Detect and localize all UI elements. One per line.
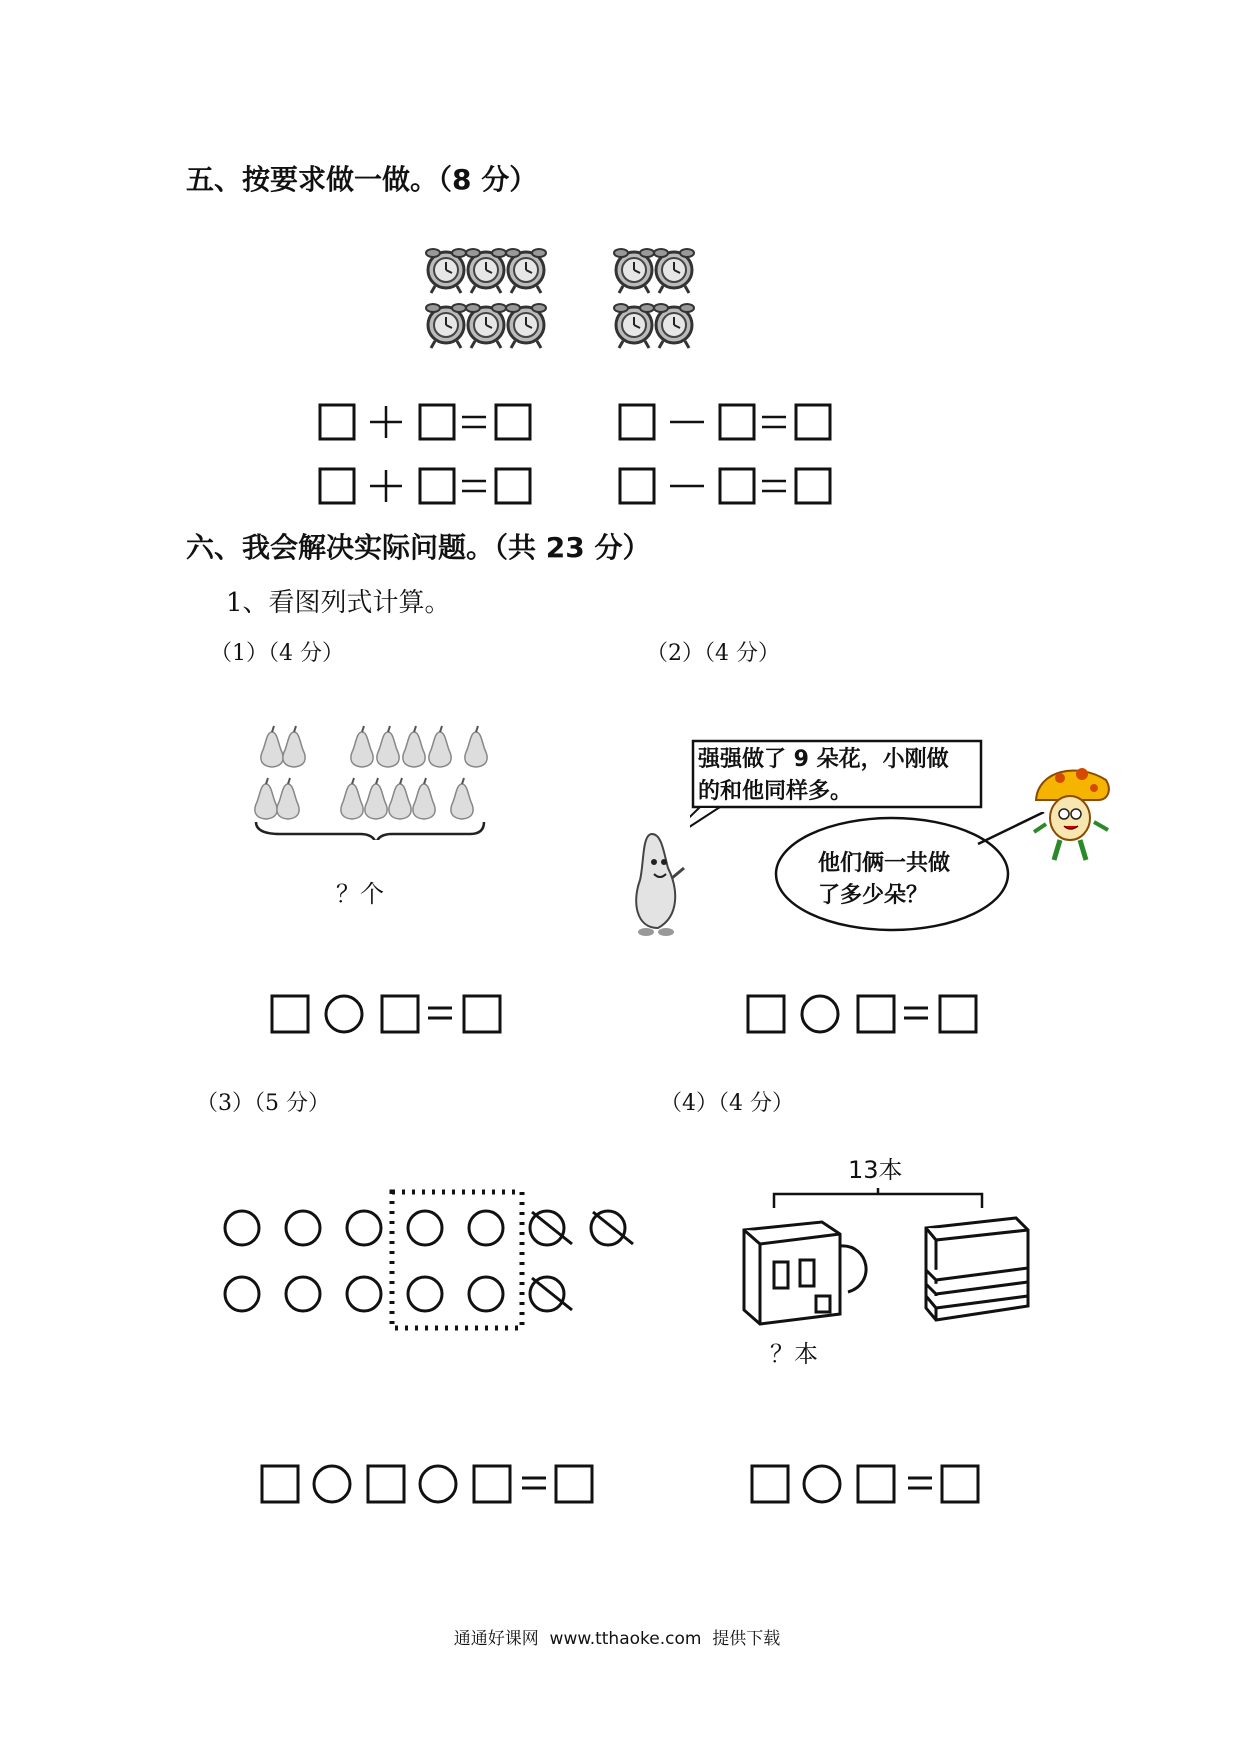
section5-equations <box>310 395 850 515</box>
answer-box <box>320 405 354 439</box>
answer-box <box>620 469 654 503</box>
part4-equation <box>748 1458 988 1514</box>
clock-group-right <box>614 249 694 348</box>
speech-bubble-1-text: 强强做了 9 朵花，小刚做 的和他同样多。 <box>698 747 949 804</box>
pears-question: ？个 <box>336 880 384 908</box>
books-total-label: 13本 <box>848 1156 903 1184</box>
footer-text: 通通好课网 www.tthaoke.com 提供下载 <box>453 1629 781 1649</box>
answer-box <box>320 469 354 503</box>
answer-box <box>420 469 454 503</box>
answer-box <box>420 405 454 439</box>
school-bag-icon <box>744 1222 866 1324</box>
answer-box <box>796 405 830 439</box>
speech-bubble-2-text: 他们俩一共做 了多少朵？ <box>818 851 951 908</box>
question1-instruction: 1、看图列式计算。 <box>226 588 451 618</box>
part2-label: （2）（4 分） <box>646 641 780 666</box>
mushroom-character <box>1028 760 1118 870</box>
part1-equation <box>268 988 508 1044</box>
section6-title: 六、我会解决实际问题。（共 23 分） <box>186 531 651 564</box>
answer-box <box>720 405 754 439</box>
section5-title: 五、按要求做一做。（8 分） <box>186 163 538 196</box>
part3-equation <box>258 1458 608 1514</box>
circles-illustration <box>210 1186 650 1346</box>
alarm-clocks-illustration <box>420 240 720 360</box>
pears-illustration <box>250 720 510 840</box>
answer-box <box>620 405 654 439</box>
answer-box <box>496 469 530 503</box>
part4-label: （4）（4 分） <box>660 1091 794 1116</box>
pear-character <box>618 828 698 938</box>
bag-question-label: ？本 <box>770 1340 818 1368</box>
answer-box <box>720 469 754 503</box>
answer-box <box>496 405 530 439</box>
part3-label: （3）（5 分） <box>196 1091 330 1116</box>
part2-equation <box>744 988 984 1044</box>
books-stack-icon <box>926 1218 1028 1320</box>
clock-group-left <box>426 249 546 348</box>
bag-and-books-illustration <box>730 1174 1050 1344</box>
answer-box <box>796 469 830 503</box>
part1-label: （1）（4 分） <box>210 641 344 666</box>
